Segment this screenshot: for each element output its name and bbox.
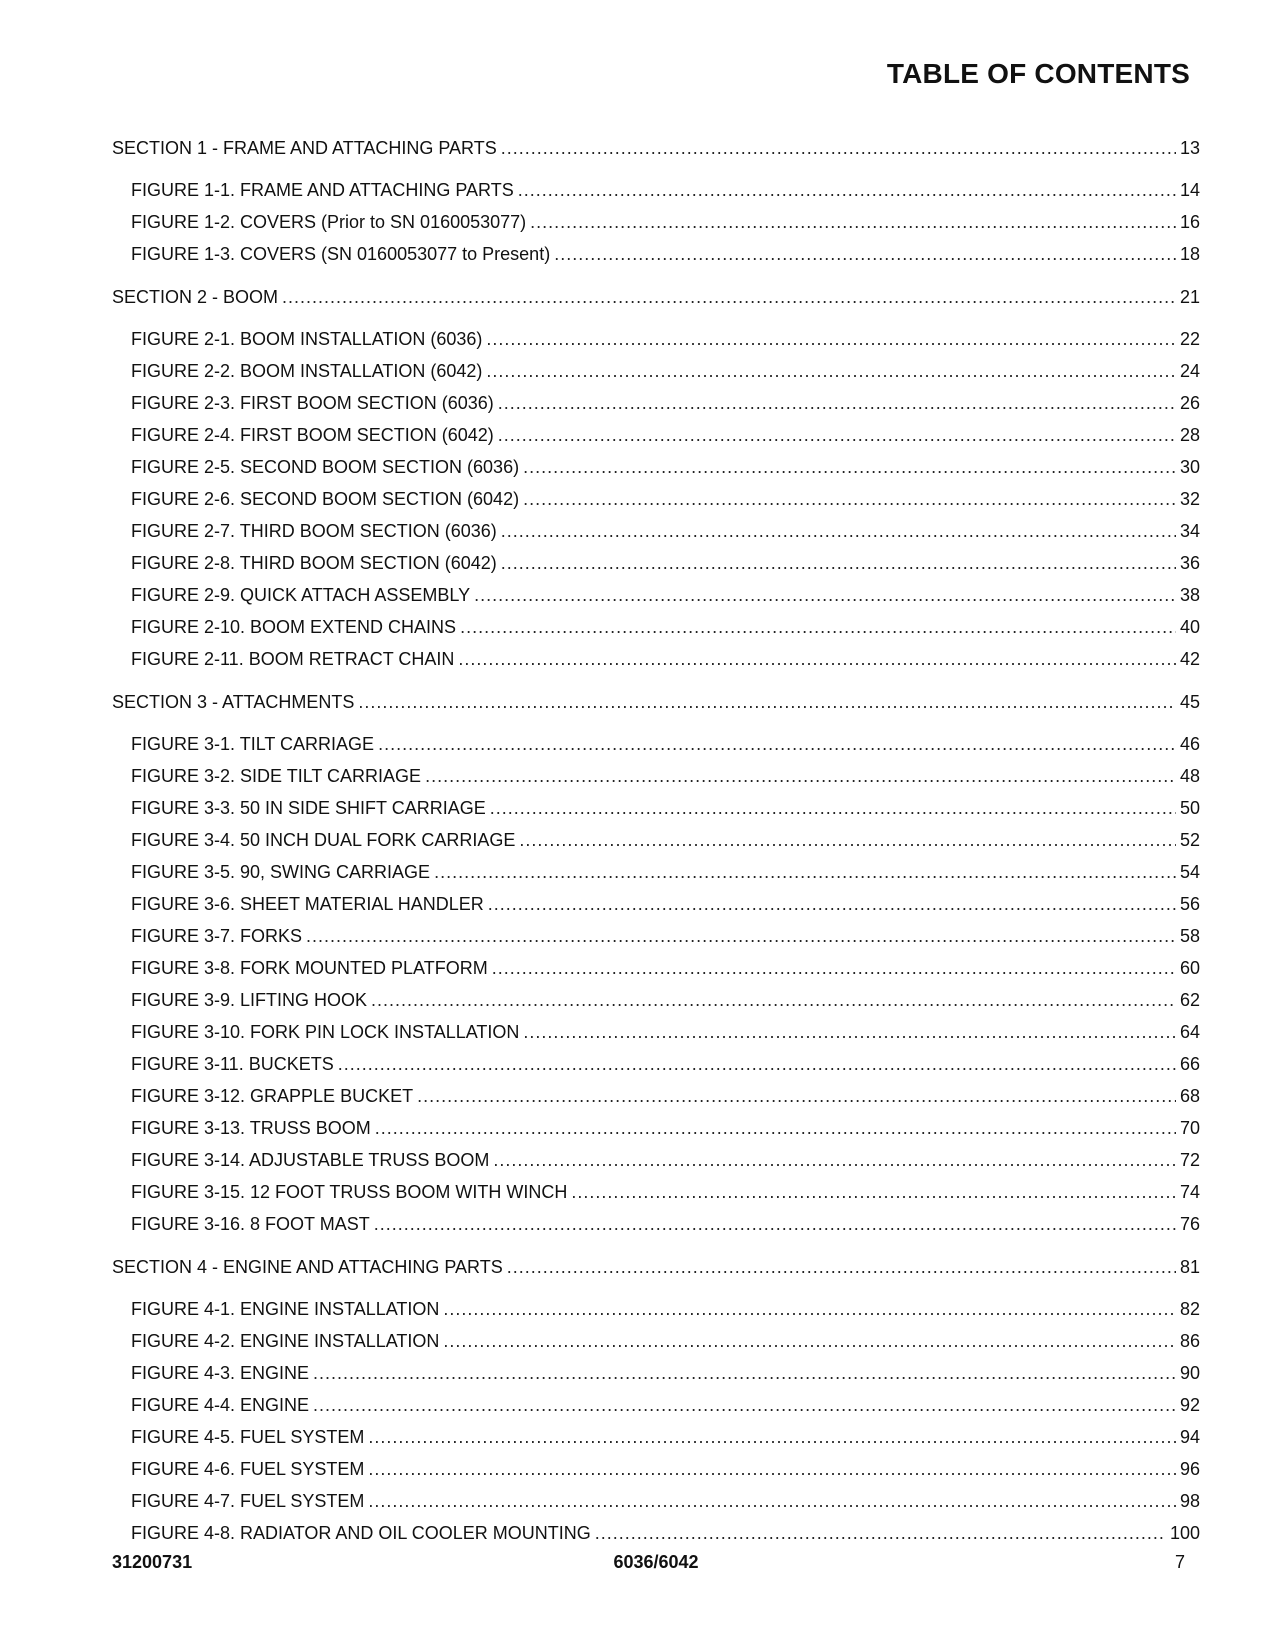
toc-dot-leader (417, 1080, 1176, 1112)
toc-dot-leader (474, 579, 1176, 611)
toc-dot-leader (486, 323, 1176, 355)
toc-entry-title: FIGURE 3-4. 50 INCH DUAL FORK CARRIAGE (131, 830, 516, 850)
toc-dot-leader (375, 1112, 1176, 1144)
toc-entry-title: FIGURE 3-3. 50 IN SIDE SHIFT CARRIAGE (131, 798, 486, 818)
toc-figure-entry[interactable] (112, 888, 1200, 920)
toc-entry-page: 66 (1179, 1054, 1200, 1074)
toc-entry-title: FIGURE 4-4. ENGINE (131, 1395, 310, 1415)
toc-entry-title: FIGURE 4-2. ENGINE INSTALLATION (131, 1331, 440, 1351)
toc-dot-leader (518, 174, 1176, 206)
toc-entry-title: SECTION 1 - FRAME AND ATTACHING PARTS (112, 138, 497, 158)
toc-dot-leader (488, 888, 1176, 920)
toc-figure-entry[interactable] (112, 1208, 1200, 1240)
toc-figure-entry[interactable] (112, 1325, 1200, 1357)
toc-entry-title: FIGURE 3-7. FORKS (131, 926, 303, 946)
toc-entry-page: 94 (1179, 1427, 1200, 1447)
toc-entry-title: FIGURE 3-5. 90, SWING CARRIAGE (131, 862, 431, 882)
toc-dot-leader (368, 1485, 1176, 1517)
toc-figure-entry[interactable] (112, 856, 1200, 888)
toc-section-entry[interactable] (112, 132, 1200, 164)
toc-entry-title: FIGURE 1-3. COVERS (SN 0160053077 to Present) (131, 244, 551, 264)
toc-entry-title: SECTION 2 - BOOM (112, 287, 279, 307)
toc-entry-page: 13 (1179, 138, 1200, 158)
toc-figure-entry[interactable] (112, 1176, 1200, 1208)
toc-dot-leader (313, 1389, 1176, 1421)
toc-figure-entry[interactable] (112, 611, 1200, 643)
toc-entry-title: FIGURE 2-10. BOOM EXTEND CHAINS (131, 617, 457, 637)
toc-entry-title: FIGURE 1-2. COVERS (Prior to SN 0160053077) (131, 212, 527, 232)
toc-dot-leader (501, 132, 1176, 164)
toc-figure-entry[interactable] (112, 1421, 1200, 1453)
toc-figure-entry[interactable] (112, 355, 1200, 387)
toc-entry-title: FIGURE 2-9. QUICK ATTACH ASSEMBLY (131, 585, 471, 605)
toc-dot-leader (595, 1517, 1166, 1549)
toc-dot-leader (368, 1453, 1176, 1485)
toc-entry-title: FIGURE 4-7. FUEL SYSTEM (131, 1491, 365, 1511)
toc-figure-entry[interactable] (112, 1293, 1200, 1325)
toc-figure-entry[interactable] (112, 1389, 1200, 1421)
toc-entry-page: 28 (1179, 425, 1200, 445)
toc-entry-title: FIGURE 2-6. SECOND BOOM SECTION (6042) (131, 489, 520, 509)
toc-entry-page: 72 (1179, 1150, 1200, 1170)
toc-dot-leader (507, 1251, 1176, 1283)
toc-entry-page: 30 (1179, 457, 1200, 477)
toc-entry-page: 14 (1179, 180, 1200, 200)
toc-figure-entry[interactable] (112, 1016, 1200, 1048)
toc-dot-leader (443, 1325, 1176, 1357)
toc-dot-leader (458, 643, 1176, 675)
toc-entry-title: FIGURE 2-4. FIRST BOOM SECTION (6042) (131, 425, 494, 445)
toc-entry-page: 81 (1179, 1257, 1200, 1277)
toc-figure-entry[interactable] (112, 1357, 1200, 1389)
toc-entry-page: 54 (1179, 862, 1200, 882)
footer-document-number: 31200731 (112, 1552, 193, 1572)
toc-figure-entry[interactable] (112, 1517, 1200, 1549)
toc-dot-leader (306, 920, 1176, 952)
toc-entry-title: FIGURE 4-5. FUEL SYSTEM (131, 1427, 365, 1447)
toc-figure-entry[interactable] (112, 1485, 1200, 1517)
toc-entry-page: 45 (1179, 692, 1200, 712)
toc-figure-entry[interactable] (112, 728, 1200, 760)
toc-entry-page: 32 (1179, 489, 1200, 509)
toc-entry-page: 98 (1179, 1491, 1200, 1511)
toc-entry-page: 92 (1179, 1395, 1200, 1415)
toc-entry-page: 21 (1179, 287, 1200, 307)
toc-figure-entry[interactable] (112, 323, 1200, 355)
toc-dot-leader (498, 419, 1176, 451)
toc-entry-page: 24 (1179, 361, 1200, 381)
toc-section-entry[interactable] (112, 281, 1200, 313)
toc-entry-title: FIGURE 3-11. BUCKETS (131, 1054, 334, 1074)
toc-entry-page: 52 (1179, 830, 1200, 850)
toc-entry-page: 60 (1179, 958, 1200, 978)
toc-dot-leader (371, 984, 1176, 1016)
toc-figure-entry[interactable] (112, 547, 1200, 579)
toc-dot-leader (486, 355, 1176, 387)
toc-figure-entry[interactable] (112, 760, 1200, 792)
toc-dot-leader (492, 952, 1176, 984)
toc-dot-leader (434, 856, 1176, 888)
toc-figure-entry[interactable] (112, 643, 1200, 675)
toc-entry-title: FIGURE 3-6. SHEET MATERIAL HANDLER (131, 894, 484, 914)
toc-entry-page: 100 (1169, 1523, 1200, 1543)
toc-entry-title: FIGURE 2-11. BOOM RETRACT CHAIN (131, 649, 455, 669)
toc-figure-entry[interactable] (112, 1453, 1200, 1485)
toc-dot-leader (501, 547, 1176, 579)
toc-dot-leader (571, 1176, 1176, 1208)
toc-entry-title: FIGURE 4-6. FUEL SYSTEM (131, 1459, 365, 1479)
toc-figure-entry[interactable] (112, 419, 1200, 451)
toc-entry-page: 34 (1179, 521, 1200, 541)
toc-figure-entry[interactable] (112, 451, 1200, 483)
toc-entry-page: 26 (1179, 393, 1200, 413)
toc-entry-title: FIGURE 3-14. ADJUSTABLE TRUSS BOOM (131, 1150, 490, 1170)
toc-entry-page: 96 (1179, 1459, 1200, 1479)
toc-entry-title: FIGURE 3-10. FORK PIN LOCK INSTALLATION (131, 1022, 520, 1042)
toc-entry-title: FIGURE 4-1. ENGINE INSTALLATION (131, 1299, 440, 1319)
toc-dot-leader (443, 1293, 1176, 1325)
toc-entry-title: FIGURE 2-5. SECOND BOOM SECTION (6036) (131, 457, 520, 477)
footer-page-number: 7 (1174, 1552, 1185, 1572)
toc-dot-leader (282, 281, 1176, 313)
toc-dot-leader (493, 1144, 1176, 1176)
footer-model: 6036/6042 (613, 1552, 699, 1572)
toc-entry-title: FIGURE 2-3. FIRST BOOM SECTION (6036) (131, 393, 494, 413)
toc-section-entry[interactable] (112, 1251, 1200, 1283)
table-of-contents (112, 132, 1200, 1549)
toc-dot-leader (460, 611, 1176, 643)
toc-entry-page: 38 (1179, 585, 1200, 605)
toc-entry-page: 76 (1179, 1214, 1200, 1234)
toc-entry-page: 70 (1179, 1118, 1200, 1138)
toc-figure-entry[interactable] (112, 1112, 1200, 1144)
toc-entry-page: 16 (1179, 212, 1200, 232)
toc-dot-leader (338, 1048, 1176, 1080)
toc-entry-page: 48 (1179, 766, 1200, 786)
toc-entry-page: 22 (1179, 329, 1200, 349)
toc-entry-title: FIGURE 4-8. RADIATOR AND OIL COOLER MOUNTING (131, 1523, 591, 1543)
toc-entry-title: FIGURE 3-13. TRUSS BOOM (131, 1118, 371, 1138)
toc-entry-title: SECTION 4 - ENGINE AND ATTACHING PARTS (112, 1257, 503, 1277)
toc-figure-entry[interactable] (112, 387, 1200, 419)
toc-entry-page: 90 (1179, 1363, 1200, 1383)
toc-dot-leader (374, 1208, 1176, 1240)
toc-entry-page: 42 (1179, 649, 1200, 669)
toc-entry-page: 58 (1179, 926, 1200, 946)
toc-dot-leader (498, 387, 1176, 419)
toc-entry-page: 18 (1179, 244, 1200, 264)
page-title: TABLE OF CONTENTS (886, 58, 1190, 89)
toc-entry-page: 50 (1179, 798, 1200, 818)
toc-dot-leader (425, 760, 1176, 792)
toc-dot-leader (530, 206, 1176, 238)
toc-dot-leader (519, 824, 1176, 856)
toc-dot-leader (358, 686, 1176, 718)
toc-entry-page: 74 (1179, 1182, 1200, 1202)
toc-entry-title: FIGURE 3-1. TILT CARRIAGE (131, 734, 375, 754)
toc-dot-leader (523, 1016, 1176, 1048)
toc-entry-title: FIGURE 3-12. GRAPPLE BUCKET (131, 1086, 414, 1106)
toc-dot-leader (554, 238, 1176, 270)
toc-entry-title: SECTION 3 - ATTACHMENTS (112, 692, 355, 712)
toc-figure-entry[interactable] (112, 238, 1200, 270)
toc-figure-entry[interactable] (112, 579, 1200, 611)
toc-dot-leader (501, 515, 1176, 547)
toc-entry-page: 40 (1179, 617, 1200, 637)
toc-entry-title: FIGURE 4-3. ENGINE (131, 1363, 310, 1383)
toc-dot-leader (523, 451, 1176, 483)
toc-entry-title: FIGURE 3-8. FORK MOUNTED PLATFORM (131, 958, 488, 978)
toc-entry-page: 56 (1179, 894, 1200, 914)
toc-figure-entry[interactable] (112, 792, 1200, 824)
toc-figure-entry[interactable] (112, 515, 1200, 547)
toc-dot-leader (368, 1421, 1176, 1453)
toc-entry-title: FIGURE 2-2. BOOM INSTALLATION (6042) (131, 361, 483, 381)
toc-dot-leader (313, 1357, 1176, 1389)
toc-figure-entry[interactable] (112, 824, 1200, 856)
toc-figure-entry[interactable] (112, 984, 1200, 1016)
toc-entry-page: 46 (1179, 734, 1200, 754)
toc-entry-title: FIGURE 2-8. THIRD BOOM SECTION (6042) (131, 553, 497, 573)
toc-entry-title: FIGURE 1-1. FRAME AND ATTACHING PARTS (131, 180, 514, 200)
toc-figure-entry[interactable] (112, 483, 1200, 515)
toc-entry-title: FIGURE 2-7. THIRD BOOM SECTION (6036) (131, 521, 497, 541)
toc-section-entry[interactable] (112, 686, 1200, 718)
toc-dot-leader (523, 483, 1176, 515)
toc-entry-page: 62 (1179, 990, 1200, 1010)
toc-figure-entry[interactable] (112, 1048, 1200, 1080)
toc-entry-title: FIGURE 3-15. 12 FOOT TRUSS BOOM WITH WINCH (131, 1182, 568, 1202)
toc-entry-page: 86 (1179, 1331, 1200, 1351)
toc-figure-entry[interactable] (112, 206, 1200, 238)
toc-dot-leader (490, 792, 1176, 824)
toc-entry-page: 64 (1179, 1022, 1200, 1042)
toc-figure-entry[interactable] (112, 952, 1200, 984)
toc-entry-page: 68 (1179, 1086, 1200, 1106)
toc-figure-entry[interactable] (112, 1144, 1200, 1176)
toc-figure-entry[interactable] (112, 174, 1200, 206)
toc-entry-title: FIGURE 3-16. 8 FOOT MAST (131, 1214, 370, 1234)
toc-dot-leader (378, 728, 1176, 760)
toc-figure-entry[interactable] (112, 1080, 1200, 1112)
toc-entry-page: 82 (1179, 1299, 1200, 1319)
toc-entry-title: FIGURE 3-2. SIDE TILT CARRIAGE (131, 766, 422, 786)
toc-entry-title: FIGURE 3-9. LIFTING HOOK (131, 990, 368, 1010)
toc-entry-page: 36 (1179, 553, 1200, 573)
toc-figure-entry[interactable] (112, 920, 1200, 952)
toc-entry-title: FIGURE 2-1. BOOM INSTALLATION (6036) (131, 329, 483, 349)
